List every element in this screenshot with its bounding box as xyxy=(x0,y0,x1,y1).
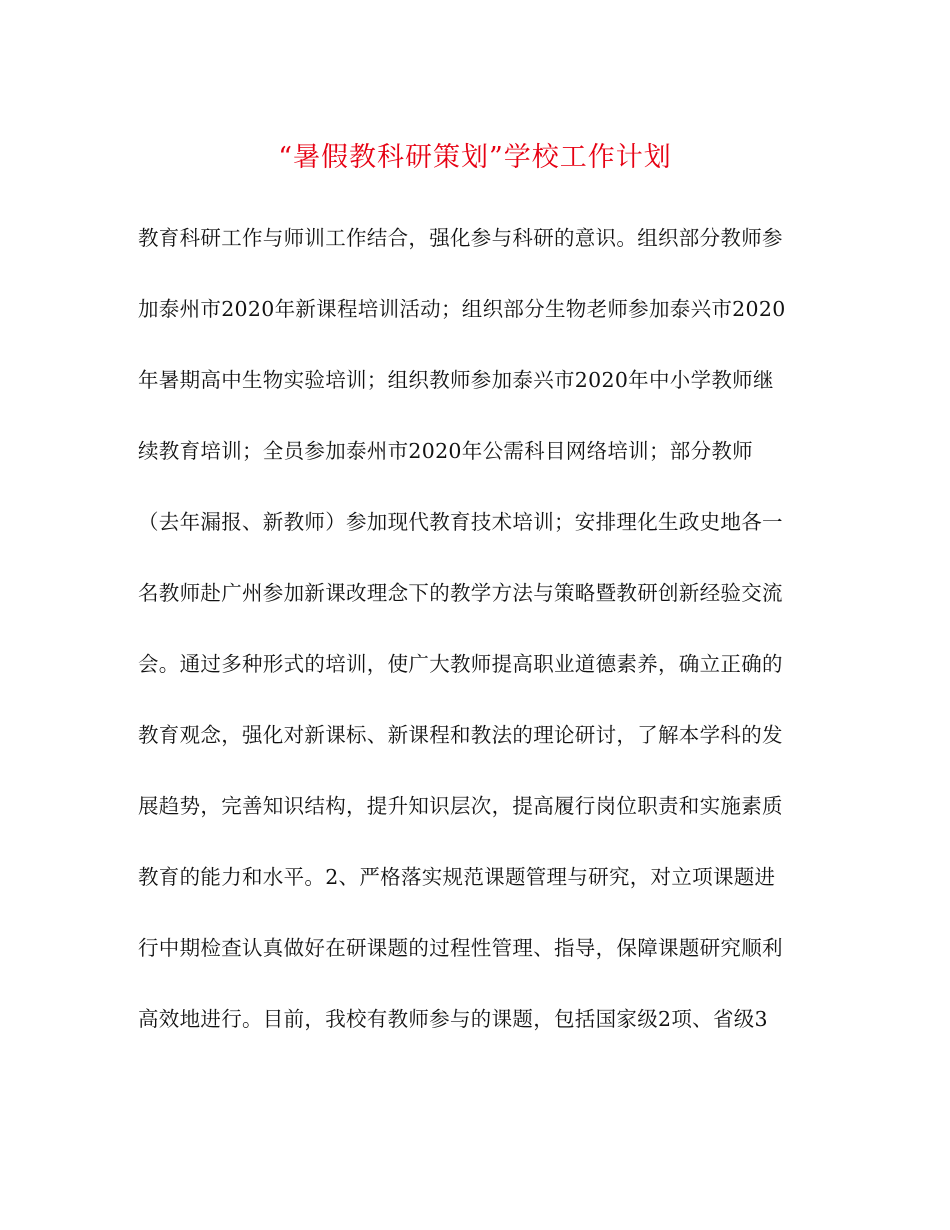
body-line: 教育观念，强化对新课标、新课程和教法的理论研讨，了解本学科的发 xyxy=(138,723,783,747)
body-line: 会。通过多种形式的培训，使广大教师提高职业道德素养，确立正确的 xyxy=(138,652,783,676)
body-line: 展趋势，完善知识结构，提升知识层次，提高履行岗位职责和实施素质 xyxy=(138,794,783,818)
body-line: 高效地进行。目前，我校有教师参与的课题，包括国家级2项、省级3 xyxy=(138,1007,768,1031)
body-line: 行中期检查认真做好在研课题的过程性管理、指导，保障课题研究顺利 xyxy=(138,936,783,960)
body-line: 加泰州市2020年新课程培训活动；组织部分生物老师参加泰兴市2020 xyxy=(138,297,786,321)
document-body xyxy=(138,220,818,1072)
body-line: 年暑期高中生物实验培训；组织教师参加泰兴市2020年中小学教师继 xyxy=(138,368,774,392)
body-line: 教育的能力和水平。2、严格落实规范课题管理与研究，对立项课题进 xyxy=(138,865,776,889)
body-line: 名教师赴广州参加新课改理念下的教学方法与策略暨教研创新经验交流 xyxy=(138,581,783,605)
document-title: “暑假教科研策划”学校工作计划 xyxy=(278,142,672,173)
body-line: 教育科研工作与师训工作结合，强化参与科研的意识。组织部分教师参 xyxy=(138,226,783,250)
body-line: 续教育培训；全员参加泰州市2020年公需科目网络培训；部分教师 xyxy=(138,439,753,463)
body-line: （去年漏报、新教师）参加现代教育技术培训；安排理化生政史地各一 xyxy=(138,510,783,534)
